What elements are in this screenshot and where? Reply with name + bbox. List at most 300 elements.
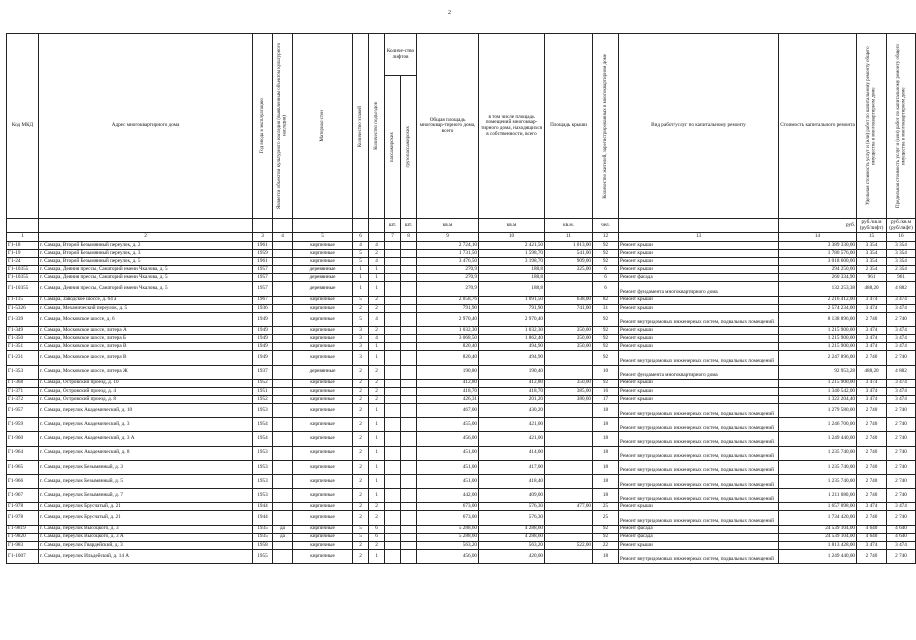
unit-pcs-2: шт.	[401, 219, 417, 233]
row-area-total: 456,00	[417, 432, 479, 446]
row-unit-cost: 2 740	[857, 432, 887, 446]
row-works: Ремонт фасада	[619, 274, 779, 282]
row-code: Г1-10355	[7, 274, 39, 282]
row-area-total: 190,80	[417, 365, 479, 379]
row-works: Ремонт внутридомовых инженерных систем, подвальных помещений	[619, 446, 779, 460]
row-walls: кирпичные	[293, 511, 353, 525]
row-code: Г1-5326	[7, 304, 39, 312]
row-roof-area: 325,00	[545, 266, 593, 274]
row-works: Ремонт крыши	[619, 395, 779, 403]
row-area-total: 5 288,60	[417, 533, 479, 541]
row-code: Г1-115	[7, 296, 39, 304]
row-floors: 3	[353, 327, 369, 335]
header-area-owned-cell	[479, 34, 545, 219]
row-cost: 1 249 440,00	[779, 549, 857, 563]
row-year: 1949	[253, 351, 273, 365]
row-cost: 1 279 580,00	[779, 403, 857, 417]
header-year: Год ввода в эксплуатацию	[259, 98, 265, 154]
row-residents: 92	[593, 351, 619, 365]
row-walls: кирпичные	[293, 343, 353, 351]
row-floors: 5	[353, 312, 369, 326]
row-cultural	[273, 266, 293, 274]
row-unit-cost: 3 474	[857, 387, 887, 395]
row-works: Ремонт фундамента многоквартирного дома	[619, 365, 779, 379]
row-cultural: да	[273, 525, 293, 533]
row-unit-cost: 3 474	[857, 541, 887, 549]
row-lifts-pass	[385, 365, 401, 379]
row-max-cost: 3 474	[887, 503, 916, 511]
row-roof-area: 741,00	[545, 304, 593, 312]
header-code: Код МКД	[7, 34, 39, 219]
row-code: Г1-10355	[7, 266, 39, 274]
row-cost: 1 322 204,40	[779, 395, 857, 403]
row-cultural	[273, 511, 293, 525]
table-row	[7, 533, 916, 541]
row-works: Ремонт крыши	[619, 379, 779, 387]
header-max-cost: Предельная стоимость услуг и (или) работ по капитальному ремонту общего имущества в многоквартирном доме	[895, 43, 907, 209]
row-floors: 2	[353, 549, 369, 563]
row-residents: 6	[593, 282, 619, 296]
row-works: Ремонт крыши	[619, 304, 779, 312]
row-cost: 24 539 104,00	[779, 525, 857, 533]
row-area-total: 2 724,10	[417, 242, 479, 250]
row-max-cost: 3 474	[887, 387, 916, 395]
row-cost: 1 780 576,00	[779, 250, 857, 258]
row-max-cost: 3 354	[887, 242, 916, 250]
row-unit-cost: 3 354	[857, 250, 887, 258]
row-unit-cost: 2 740	[857, 312, 887, 326]
row-code: Г1-231	[7, 351, 39, 365]
row-max-cost: 3 474	[887, 395, 916, 403]
row-cultural	[273, 282, 293, 296]
row-address: г. Самара, переулок Безымянный, д. 3	[39, 460, 253, 474]
row-cost: 1 235 740,00	[779, 474, 857, 488]
row-works: Ремонт внутридомовых инженерных систем, подвальных помещений	[619, 312, 779, 326]
row-address: г. Самара, Механический переулок, д. 5	[39, 304, 253, 312]
row-entrances: 1	[369, 474, 385, 488]
row-year: 1935	[253, 525, 273, 533]
row-lifts-pass	[385, 266, 401, 274]
table-row	[7, 418, 916, 432]
row-entrances: 2	[369, 250, 385, 258]
row-roof-area: 522,00	[545, 541, 593, 549]
header-walls: Материал стен	[319, 110, 325, 142]
row-cost: 1 215 900,00	[779, 335, 857, 343]
header-unit-cost-cell	[857, 34, 887, 219]
table-row	[7, 460, 916, 474]
row-year: 1937	[253, 365, 273, 379]
row-code: Г1-978	[7, 511, 39, 525]
row-year: 1957	[253, 274, 273, 282]
row-roof-area: 350,00	[545, 379, 593, 387]
row-unit-cost: 3 474	[857, 327, 887, 335]
row-code: Г1-966	[7, 474, 39, 488]
row-floors: 1	[353, 274, 369, 282]
row-floors: 2	[353, 387, 369, 395]
row-lifts-cargo	[401, 327, 417, 335]
row-area-owned: 4 288,60	[479, 533, 545, 541]
row-floors: 5	[353, 250, 369, 258]
header-lifts-pass: пассажирских	[389, 132, 395, 163]
row-entrances: 2	[369, 511, 385, 525]
row-max-cost: 3 474	[887, 343, 916, 351]
row-entrances: 4	[369, 335, 385, 343]
row-area-total: 451,00	[417, 446, 479, 460]
row-year: 1951	[253, 387, 273, 395]
row-cost: 3 018 600,00	[779, 258, 857, 266]
row-roof-area	[545, 403, 593, 417]
row-address: г. Самара, переулок Брусчатый, д. 21	[39, 503, 253, 511]
row-address: г. Самара, переулок Ильдейский, д. 14 А	[39, 549, 253, 563]
header-roof-area: Площадь крыши	[545, 34, 593, 219]
row-area-total: 456,00	[417, 549, 479, 563]
row-residents: 6	[593, 266, 619, 274]
row-entrances: 1	[369, 432, 385, 446]
col-idx-4: 4	[273, 233, 293, 242]
row-unit-cost: 2 740	[857, 460, 887, 474]
col-idx-14: 14	[779, 233, 857, 242]
row-works: Ремонт внутридомовых инженерных систем, подвальных помещений	[619, 474, 779, 488]
row-address: г. Самара, переулок Безымянный, д. 7	[39, 489, 253, 503]
row-entrances: 1	[369, 266, 385, 274]
row-residents: 18	[593, 432, 619, 446]
row-address: г. Самара, Московское шоссе, литера В	[39, 351, 253, 365]
row-roof-area	[545, 418, 593, 432]
row-cultural	[273, 503, 293, 511]
row-unit-cost: 4 640	[857, 533, 887, 541]
row-lifts-cargo	[401, 282, 417, 296]
row-address: г. Самара, Деяния прессы, Санаторий имени Чкалова, д. 5	[39, 266, 253, 274]
row-walls: кирпичные	[293, 296, 353, 304]
row-unit-cost: 488,20	[857, 365, 887, 379]
row-area-total: 1 032,30	[417, 327, 479, 335]
row-cultural	[273, 549, 293, 563]
row-area-total: 673,00	[417, 503, 479, 511]
row-entrances: 1	[369, 489, 385, 503]
row-cost: 1 215 900,00	[779, 379, 857, 387]
row-code: Г1-983	[7, 541, 39, 549]
row-unit-cost: 2 740	[857, 446, 887, 460]
row-residents: 92	[593, 327, 619, 335]
header-floors: Количество этажей	[357, 105, 363, 147]
row-address: г. Самара, переулок Безымянный, д. 5	[39, 474, 253, 488]
table-row	[7, 351, 916, 365]
row-cultural	[273, 541, 293, 549]
row-cost: 1 211 080,00	[779, 489, 857, 503]
row-unit-cost: 2 740	[857, 549, 887, 563]
row-entrances: 1	[369, 418, 385, 432]
row-unit-cost: 3 354	[857, 258, 887, 266]
row-year: 1944	[253, 503, 273, 511]
row-lifts-cargo	[401, 511, 417, 525]
row-area-owned: 1 598,70	[479, 250, 545, 258]
row-cultural	[273, 446, 293, 460]
row-lifts-pass	[385, 503, 401, 511]
row-address: г. Самара, Второй Безымянный переулок, д. 2	[39, 242, 253, 250]
column-index-row	[7, 233, 916, 242]
row-code: Г1-368	[7, 379, 39, 387]
row-lifts-pass	[385, 343, 401, 351]
unit-sqm-3: кв.м.	[545, 219, 593, 233]
row-walls: деревянные	[293, 282, 353, 296]
row-year: 1936	[253, 304, 273, 312]
row-code: Г1-24	[7, 258, 39, 266]
row-residents: 92	[593, 335, 619, 343]
row-area-total: 791,90	[417, 304, 479, 312]
row-entrances: 1	[369, 274, 385, 282]
row-works: Ремонт крыши	[619, 250, 779, 258]
row-walls: деревянные	[293, 274, 353, 282]
table-row	[7, 335, 916, 343]
row-lifts-cargo	[401, 541, 417, 549]
row-year: 1953	[253, 403, 273, 417]
row-cost: 132 253,38	[779, 282, 857, 296]
row-year: 1949	[253, 327, 273, 335]
row-lifts-pass	[385, 250, 401, 258]
row-cultural	[273, 379, 293, 387]
unit-blank-5	[293, 219, 353, 233]
row-year: 1953	[253, 460, 273, 474]
row-roof-area	[545, 274, 593, 282]
row-cost: 24 539 104,00	[779, 533, 857, 541]
row-max-cost: 3 474	[887, 304, 916, 312]
unit-people: чел.	[593, 219, 619, 233]
row-max-cost: 2 740	[887, 511, 916, 525]
header-cost: Стоимость капитального ремонта	[780, 122, 855, 129]
table-row	[7, 258, 916, 266]
row-roof-area	[545, 511, 593, 525]
row-floors: 5	[353, 258, 369, 266]
row-lifts-pass	[385, 242, 401, 250]
row-works: Ремонт крыши	[619, 266, 779, 274]
row-lifts-cargo	[401, 474, 417, 488]
row-area-owned: 4 288,60	[479, 525, 545, 533]
row-area-owned: 421,00	[479, 432, 545, 446]
row-address: г. Самара, Московское шоссе, д. 6	[39, 312, 253, 326]
col-idx-5: 5	[293, 233, 353, 242]
row-roof-area	[545, 533, 593, 541]
row-floors: 3	[353, 335, 369, 343]
table-body	[7, 242, 916, 564]
row-works: Ремонт внутридомовых инженерных систем, подвальных помещений	[619, 418, 779, 432]
row-walls: кирпичные	[293, 304, 353, 312]
row-max-cost: 3 474	[887, 335, 916, 343]
row-works: Ремонт внутридомовых инженерных систем, подвальных помещений	[619, 403, 779, 417]
row-works: Ремонт внутридомовых инженерных систем, подвальных помещений	[619, 432, 779, 446]
unit-sqm-2: кв.м	[479, 219, 545, 233]
row-walls: кирпичные	[293, 395, 353, 403]
row-address: г. Самара, переулок Гвардейский, д. 3	[39, 541, 253, 549]
row-unit-cost: 3 474	[857, 296, 887, 304]
row-roof-area: 350,00	[545, 335, 593, 343]
row-walls: кирпичные	[293, 327, 353, 335]
unit-blank-8	[619, 219, 779, 233]
row-cultural	[273, 351, 293, 365]
row-lifts-pass	[385, 549, 401, 563]
row-entrances: 6	[369, 533, 385, 541]
row-entrances: 1	[369, 446, 385, 460]
row-lifts-cargo	[401, 312, 417, 326]
row-area-total: 451,00	[417, 460, 479, 474]
row-year: 1949	[253, 343, 273, 351]
row-lifts-pass	[385, 474, 401, 488]
row-entrances: 1	[369, 343, 385, 351]
row-entrances: 2	[369, 327, 385, 335]
row-cost: 1 235 740,00	[779, 460, 857, 474]
row-code: Г1-351	[7, 343, 39, 351]
row-cost: 1 340 542,00	[779, 387, 857, 395]
row-code: Г1-350	[7, 335, 39, 343]
row-area-owned: 1 862,40	[479, 335, 545, 343]
header-cultural-cell	[273, 34, 293, 219]
row-entrances: 1	[369, 549, 385, 563]
row-floors: 2	[353, 403, 369, 417]
row-code: Г1-18	[7, 242, 39, 250]
row-cost: 294 250,00	[779, 266, 857, 274]
row-unit-cost: 488,20	[857, 282, 887, 296]
row-cultural	[273, 403, 293, 417]
row-walls: кирпичные	[293, 432, 353, 446]
row-unit-cost: 961	[857, 274, 887, 282]
table-row	[7, 296, 916, 304]
row-floors: 2	[353, 395, 369, 403]
row-roof-area	[545, 365, 593, 379]
row-floors: 3	[353, 351, 369, 365]
row-walls: кирпичные	[293, 312, 353, 326]
row-cultural: да	[273, 533, 293, 541]
row-cultural	[273, 395, 293, 403]
row-floors: 2	[353, 304, 369, 312]
row-max-cost: 3 474	[887, 379, 916, 387]
row-area-total: 270,9	[417, 266, 479, 274]
row-year: 1954	[253, 418, 273, 432]
table-row	[7, 446, 916, 460]
row-lifts-cargo	[401, 489, 417, 503]
row-area-total: 673,00	[417, 511, 479, 525]
row-max-cost: 3 474	[887, 296, 916, 304]
row-max-cost: 3 474	[887, 541, 916, 549]
row-lifts-cargo	[401, 304, 417, 312]
row-cultural	[273, 489, 293, 503]
row-code: Г1-957	[7, 403, 39, 417]
row-works: Ремонт крыши	[619, 343, 779, 351]
col-idx-11: 11	[545, 233, 593, 242]
row-entrances: 1	[369, 351, 385, 365]
row-floors: 1	[353, 282, 369, 296]
row-walls: кирпичные	[293, 250, 353, 258]
row-cost: 8 138 896,00	[779, 312, 857, 326]
row-lifts-pass	[385, 258, 401, 266]
row-roof-area: 350,00	[545, 327, 593, 335]
row-unit-cost: 3 474	[857, 379, 887, 387]
row-works: Ремонт крыши	[619, 327, 779, 335]
table-row	[7, 511, 916, 525]
row-max-cost: 2 354	[887, 266, 916, 274]
row-lifts-cargo	[401, 242, 417, 250]
row-walls: деревянные	[293, 266, 353, 274]
row-walls: кирпичные	[293, 525, 353, 533]
row-area-owned: 418,70	[479, 387, 545, 395]
row-address: г. Самара, Островский проезд, д. 4	[39, 387, 253, 395]
row-max-cost: 2 740	[887, 432, 916, 446]
row-residents: 18	[593, 403, 619, 417]
row-code: Г1-349	[7, 327, 39, 335]
row-floors: 2	[353, 446, 369, 460]
row-area-owned: 412,80	[479, 379, 545, 387]
row-lifts-pass	[385, 533, 401, 541]
row-code: Г1-959	[7, 418, 39, 432]
row-residents: 82	[593, 296, 619, 304]
row-address: г. Самара, Деяния прессы, Санаторий имени Чкалова, д. 5	[39, 282, 253, 296]
row-area-total: 455,00	[417, 418, 479, 432]
row-lifts-cargo	[401, 432, 417, 446]
row-lifts-pass	[385, 304, 401, 312]
table-row	[7, 474, 916, 488]
table-row	[7, 327, 916, 335]
row-lifts-cargo	[401, 379, 417, 387]
row-lifts-cargo	[401, 446, 417, 460]
row-max-cost: 4 882	[887, 282, 916, 296]
row-cultural	[273, 242, 293, 250]
header-lifts-pass-cell	[385, 76, 401, 219]
row-unit-cost: 4 640	[857, 525, 887, 533]
row-floors: 2	[353, 418, 369, 432]
row-residents: 18	[593, 460, 619, 474]
row-entrances: 2	[369, 541, 385, 549]
row-lifts-cargo	[401, 250, 417, 258]
row-works: Ремонт внутридомовых инженерных систем, подвальных помещений	[619, 511, 779, 525]
row-year: 1961	[253, 258, 273, 266]
row-area-owned: 1 032,30	[479, 327, 545, 335]
row-area-total: 820,40	[417, 343, 479, 351]
header-floors-cell	[353, 34, 369, 219]
row-works: Ремонт крыши	[619, 541, 779, 549]
row-area-total: 2 058,76	[417, 296, 479, 304]
row-area-owned: 3 198,70	[479, 258, 545, 266]
row-lifts-pass	[385, 541, 401, 549]
row-lifts-cargo	[401, 418, 417, 432]
row-area-owned: 494,90	[479, 351, 545, 365]
row-year: 1949	[253, 312, 273, 326]
unit-rub: руб.	[779, 219, 857, 233]
row-year: 1953	[253, 474, 273, 488]
row-works: Ремонт внутридомовых инженерных систем, подвальных помещений	[619, 489, 779, 503]
row-address: г. Самара, Второй Безымянный переулок, д. 3	[39, 250, 253, 258]
row-unit-cost: 2 740	[857, 351, 887, 365]
table-row	[7, 343, 916, 351]
row-residents: 25	[593, 511, 619, 525]
header-entrances: Количество подъездов	[373, 102, 379, 150]
row-works: Ремонт фасада	[619, 533, 779, 541]
row-lifts-pass	[385, 525, 401, 533]
row-floors: 2	[353, 474, 369, 488]
row-max-cost: 4 640	[887, 525, 916, 533]
row-works: Ремонт внутридомовых инженерных систем, подвальных помещений	[619, 460, 779, 474]
row-unit-cost: 3 474	[857, 304, 887, 312]
row-code: Г1-9820	[7, 533, 39, 541]
row-code: Г1-372	[7, 395, 39, 403]
row-code: Г1-964	[7, 446, 39, 460]
page-number: 2	[448, 10, 451, 16]
row-roof-area: 477,00	[545, 503, 593, 511]
row-year: 1949	[253, 335, 273, 343]
row-roof-area: 380,60	[545, 395, 593, 403]
row-year: 1958	[253, 541, 273, 549]
header-address: Адрес многоквартирного дома	[39, 34, 253, 219]
row-address: г. Самара, переулок Брусчатый, д. 21	[39, 511, 253, 525]
row-area-owned: 576,30	[479, 511, 545, 525]
row-cost: 2 574 234,00	[779, 304, 857, 312]
